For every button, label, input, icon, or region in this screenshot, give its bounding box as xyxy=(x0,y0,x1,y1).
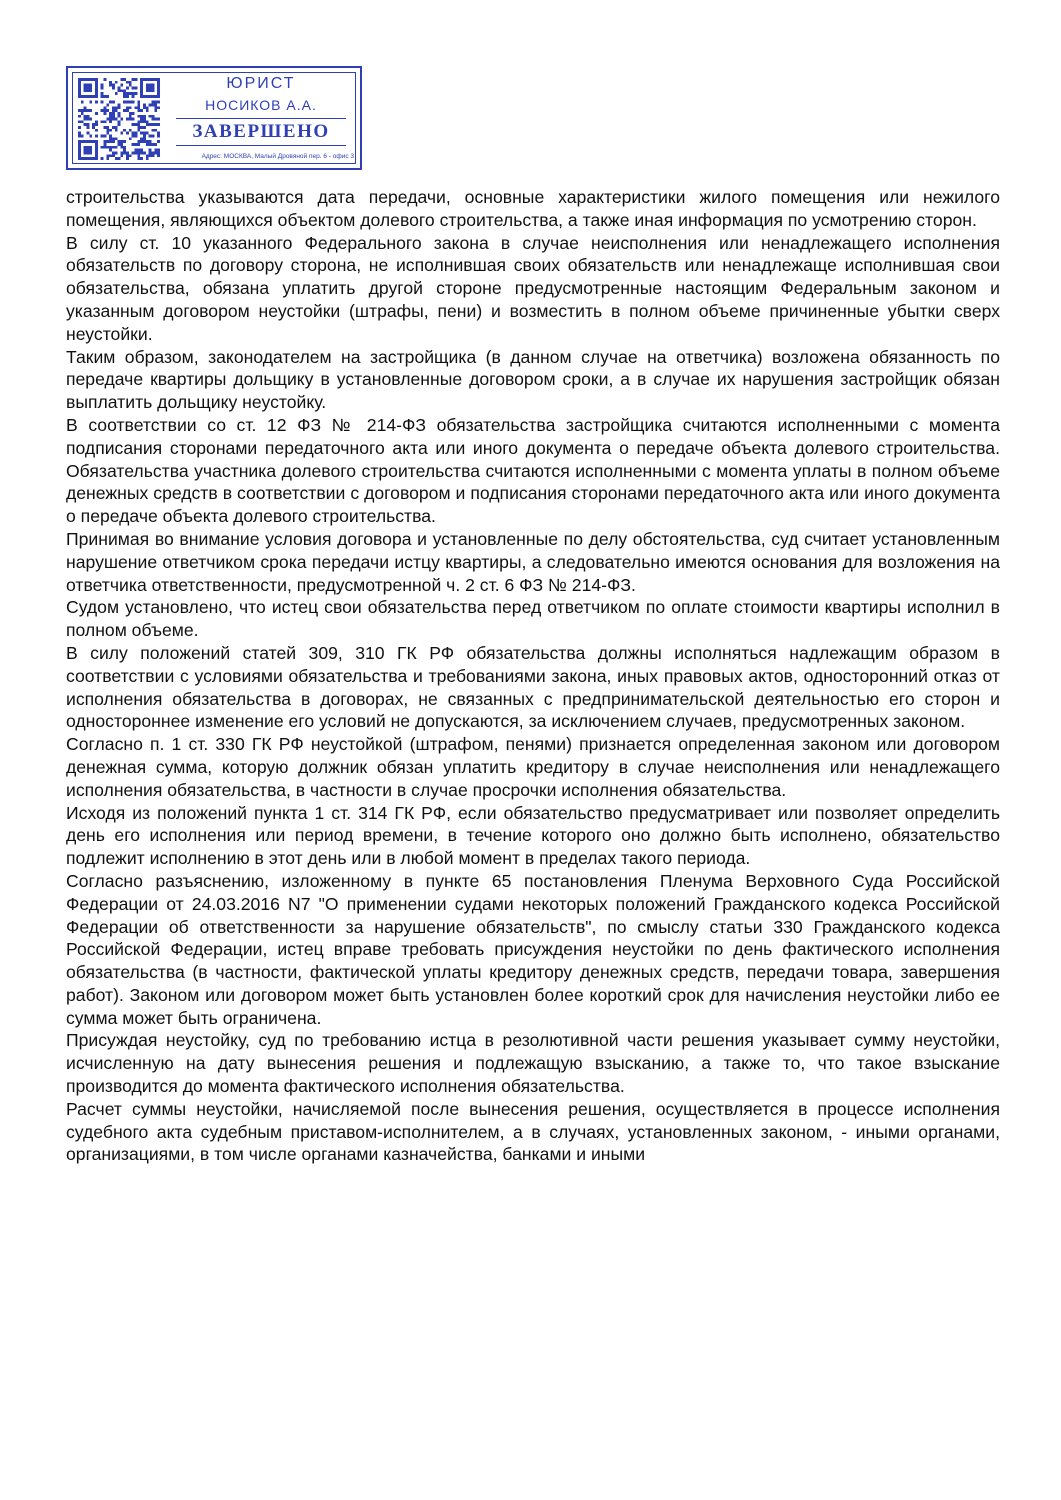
stamp-title: ЮРИСТ xyxy=(226,75,296,92)
paragraph: Согласно п. 1 ст. 330 ГК РФ неустойкой (штрафом, пенями) признается определенная законом или договором денежная сумма, которую должник обязан уплатить кредитору в случае неисполнения или ненадлежащего исполнения обязательства, в частности в случае просрочки исполнения обязательства. xyxy=(66,734,1000,800)
qr-code-icon xyxy=(78,78,160,160)
stamp-status: ЗАВЕРШЕНО xyxy=(176,118,346,146)
paragraph: Расчет суммы неустойки, начисляемой после вынесения решения, осуществляется в процессе исполнения судебного акта судебным приставом-исполнителем, а в случаях, установленных законом, - иными органами, организациями, в том числе органами казначейства, банками и иными xyxy=(66,1098,1000,1165)
paragraph: В силу ст. 10 указанного Федерального закона в случае неисполнения или ненадлежащего исполнения обязательств по договору сторона, не исполнившая своих обязательств или ненадлежаще исполнившая свои обязательства, обязана уплатить другой стороне предусмотренные настоящим Федеральным законом и указанным договором неустойки (штрафы, пени) и возместить в полном объеме причиненные убытки сверх неустойки. xyxy=(66,232,1000,344)
paragraph: Исходя из положений пункта 1 ст. 314 ГК РФ, если обязательство предусматривает или позволяет определить день его исполнения или период времени, в течение которого оно должно быть исполнено, обязательство подлежит исполнению в этот день или в любой момент в пределах такого периода. xyxy=(66,802,1000,869)
paragraph: Присуждая неустойку, суд по требованию истца в резолютивной части решения указывает сумму неустойки, исчисленную на дату вынесения решения и подлежащую взысканию, а также то, что такое взыскание производится до момента фактического исполнения обязательства. xyxy=(66,1030,1000,1097)
paragraph: В силу положений статей 309, 310 ГК РФ обязательства должны исполняться надлежащим образом в соответствии с условиями обязательства и требованиями закона, иных правовых актов, односторонний отказ от исполнения обязательства в договорах, не связанных с предпринимательской деятельностью его сторон и одностороннее изменение его условий не допускаются, за исключением случаев, предусмотренных законом. xyxy=(66,642,1000,732)
paragraph: Согласно разъяснению, изложенному в пункте 65 постановления Пленума Верховного Суда Российской Федерации от 24.03.2016 N7 "О применении судами некоторых положений Гражданского кодекса Российской Федерации об ответственности за нарушение обязательств", по смыслу статьи 330 Гражданского кодекса Российской Федерации, истец вправе требовать присуждения неустойки по день фактического исполнения обязательства (в частности, фактической уплаты кредитору денежных средств, передачи товара, завершения работ). Законом или договором может быть установлен более короткий срок для начисления неустойки либо ее сумма может быть ограничена. xyxy=(66,870,1000,1028)
paragraph: Таким образом, законодателем на застройщика (в данном случае на ответчика) возложена обязанность по передаче квартиры дольщику в установленные договором сроки, а в случае их нарушения застройщик обязан выплатить дольщику неустойку. xyxy=(66,346,1000,413)
document-body xyxy=(66,186,1000,1166)
paragraph: Судом установлено, что истец свои обязательства перед ответчиком по оплате стоимости квартиры исполнил в полном объеме. xyxy=(66,597,1000,641)
stamp-address: Адрес: МОСКВА, Малый Дровяной пер. 6 - офис 3 xyxy=(201,153,354,160)
paragraph: Принимая во внимание условия договора и установленные по делу обстоятельства, суд считает установленным нарушение ответчиком срока передачи истцу квартиры, а следовательно имеются основания для возложения на ответчика ответственности, предусмотренной ч. 2 ст. 6 ФЗ № 214-ФЗ. xyxy=(66,528,1000,595)
paragraph: В соответствии со ст. 12 ФЗ № 214-ФЗ обязательства застройщика считаются исполненными с момента подписания сторонами передаточного акта или иного документа о передаче объекта долевого строительства. Обязательства участника долевого строительства считаются исполненными с момента уплаты в полном объеме денежных средств в соответствии с договором и подписания сторонами передаточного акта или иного документа о передаче объекта долевого строительства. xyxy=(66,414,1000,527)
stamp-text-block xyxy=(168,72,354,166)
stamp-lawyer-name: НОСИКОВ А.А. xyxy=(205,97,317,113)
lawyer-stamp xyxy=(66,66,362,170)
paragraph: строительства указываются дата передачи, основные характеристики жилого помещения или нежилого помещения, являющихся объектом долевого строительства, а также иная информация по усмотрению сторон. xyxy=(66,187,1000,230)
